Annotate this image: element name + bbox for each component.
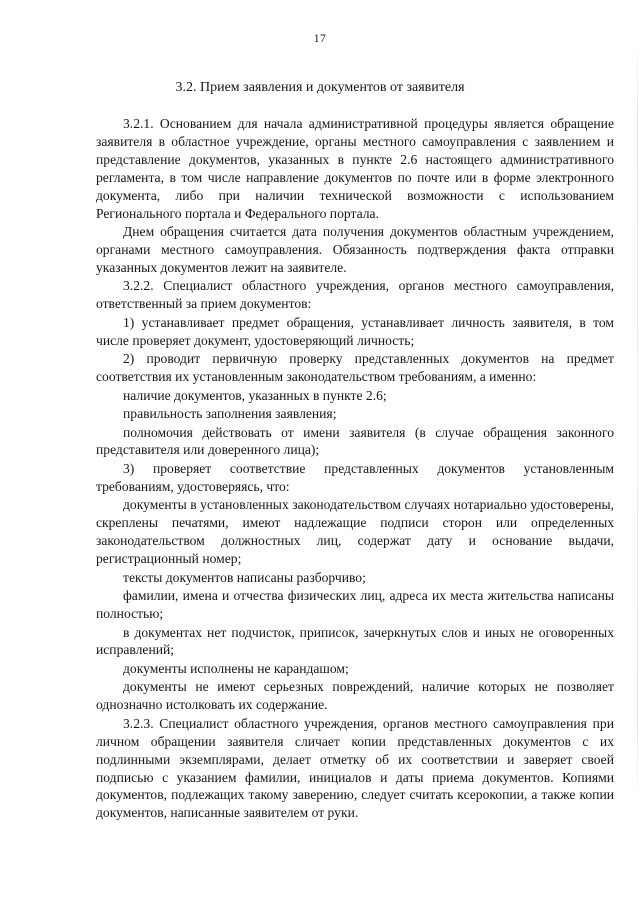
page-number: 17 [313, 33, 327, 45]
paragraph-3-2-2: 3.2.2. Специалист областного учреждения, органов местного самоуправления, ответственный за прием документов: [96, 278, 614, 312]
paragraph-no-corrections: в документах нет подчисток, приписок, зачеркнутых слов и иных не оговоренных исправлений; [96, 624, 614, 658]
paragraph-not-pencil: документы исполнены не карандашом; [123, 660, 349, 676]
paragraph-notarized: документы в установленных законодательством случаях нотариально удостоверены, скреплены печатями, имеют надлежащие подписи сторон или определенных законодательством должностных лиц, содержат дату и основание выдачи, регистрационный номер; [96, 497, 614, 567]
paragraph-check-authority: полномочия действовать от имени заявителя (в случае обращения законного представителя или доверенного лица); [96, 424, 614, 458]
paragraph-item-2: 2) проводит первичную проверку представленных документов на предмет соответствия их установленным законодательством требованиям, а именно: [96, 351, 614, 385]
paragraph-no-damage: документы не имеют серьезных повреждений, наличие которых не позволяет однозначно истолковать их содержание. [96, 679, 614, 713]
scan-edge-shadow [637, 40, 638, 800]
paragraph-full-names: фамилии, имена и отчества физических лиц, адреса их места жительства написаны полностью; [96, 588, 614, 621]
paragraph-3-2-3: 3.2.3. Специалист областного учреждения, органов местного самоуправления при личном обращении заявителя сличает копии представленных документов с их подлинными экземплярами, делает отметку об их соответствии и заверяет своей подписью с указанием фамилии, инициалов и даты приема документов. Копиями документов, подлежащих такому заверению, следует считать ксерокопии, а также копии документов, написанные заявителем от руки. [96, 715, 614, 821]
paragraph-check-form-filled: правильность заполнения заявления; [123, 406, 337, 422]
section-title: 3.2. Прием заявления и документов от заявителя [175, 80, 465, 95]
document-body [96, 115, 614, 822]
paragraph-item-3: 3) проверяет соответствие представленных документов установленным требованиям, удостоверяясь, что: [96, 460, 614, 494]
paragraph-item-1: 1) устанавливает предмет обращения, устанавливает личность заявителя, в том числе проверяет документ, удостоверяющий личность; [96, 314, 614, 348]
paragraph-filing-date: Днем обращения считается дата получения документов областным учреждением, органами местного самоуправления. Обязанность подтверждения факта отправки указанных документов лежит на заявителе. [96, 224, 614, 275]
paragraph-check-documents-present: наличие документов, указанных в пункте 2.6; [123, 387, 387, 403]
paragraph-legible: тексты документов написаны разборчиво; [123, 569, 366, 585]
paragraph-3-2-1: 3.2.1. Основанием для начала административной процедуры является обращение заявителя в областное учреждение, органы местного самоуправления с заявлением и представление документов, указанных в пункте 2.6 настоящего административного регламента, в том числе направление документов по почте или в форме электронного документа, либо при наличии технической возможности с использованием Регионального портала и Федерального портала. [96, 116, 614, 221]
